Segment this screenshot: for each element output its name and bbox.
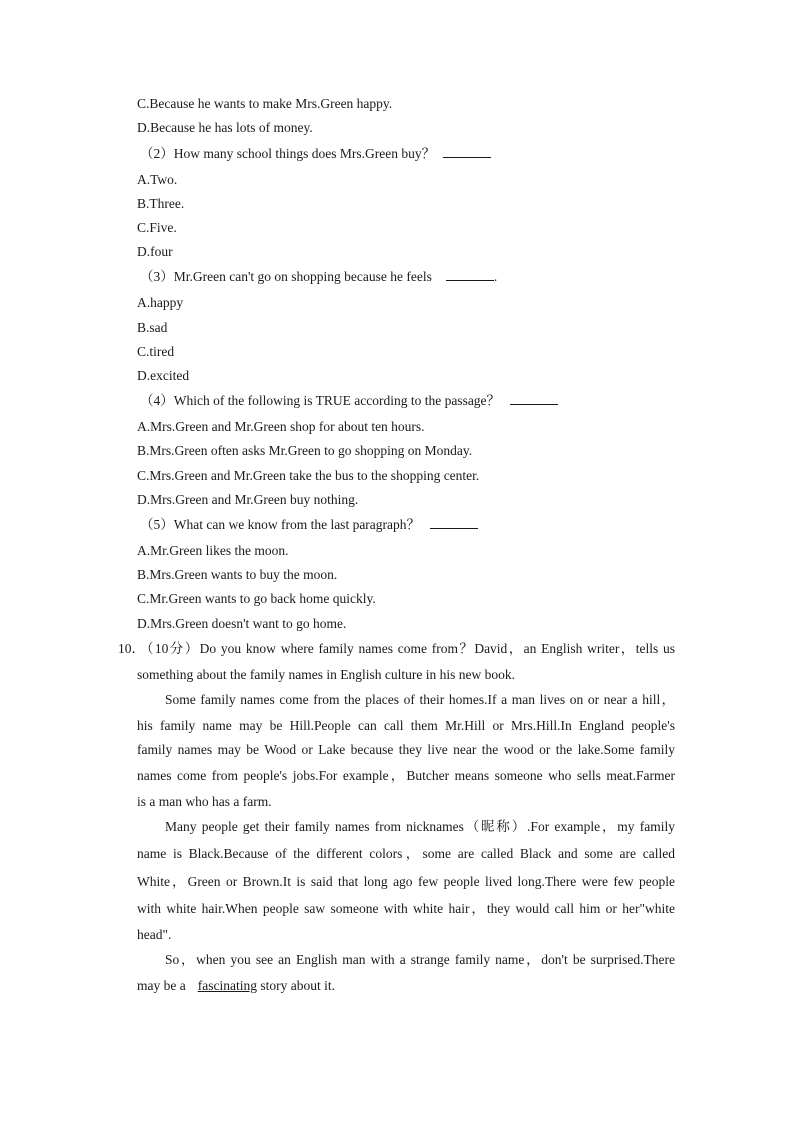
q5-option-b: B.Mrs.Green wants to buy the moon. <box>137 567 338 582</box>
q5-stem-text: （5）What can we know from the last paragraph？ <box>140 517 421 532</box>
para2-line4: with white hair.When people saw someone with white hair，they would call him or her"white <box>137 901 675 916</box>
q2-option-a: A.Two. <box>137 172 178 187</box>
para1-line5: is a man who has a farm. <box>137 794 272 809</box>
q1-option-c: C.Because he wants to make Mrs.Green happy. <box>137 96 393 111</box>
answer-blank <box>446 268 494 281</box>
q2-stem <box>140 145 491 163</box>
para2-line2: name is Black.Because of the different colors，some are called Black and some are called <box>137 846 675 861</box>
q1-option-d: D.Because he has lots of money. <box>137 120 313 135</box>
answer-blank <box>510 392 558 405</box>
q4-option-b: B.Mrs.Green often asks Mr.Green to go shopping on Monday. <box>137 443 473 458</box>
para1-line1: Some family names come from the places of their homes.If a man lives on or near a hill， <box>165 692 675 707</box>
para2-line3: White，Green or Brown.It is said that long ago few people lived long.There were few people <box>137 874 675 889</box>
q4-option-a: A.Mrs.Green and Mr.Green shop for about ten hours. <box>137 419 425 434</box>
q10-number: 10． <box>118 641 145 656</box>
q4-stem <box>140 392 558 410</box>
q3-option-d: D.excited <box>137 368 190 383</box>
underlined-word: fascinating <box>197 978 257 993</box>
q5-option-c: C.Mr.Green wants to go back home quickly. <box>137 591 376 606</box>
q2-option-c: C.Five. <box>137 220 177 235</box>
q2-option-b: B.Three. <box>137 196 185 211</box>
q2-option-d: D.four <box>137 244 173 259</box>
para3-line2-end: story about it. <box>260 978 335 993</box>
answer-blank <box>430 516 478 529</box>
q4-option-d: D.Mrs.Green and Mr.Green buy nothing. <box>137 492 359 507</box>
para1-line4: names come from people's jobs.For example，Butcher means someone who sells meat.Farmer <box>137 768 675 783</box>
para1-line2: his family name may be Hill.People can call them Mr.Hill or Mrs.Hill.In England people's <box>137 718 675 733</box>
q3-option-c: C.tired <box>137 344 175 359</box>
q10-intro-line1: （10分）Do you know where family names come from？David，an English writer，tells us <box>140 641 675 656</box>
answer-blank <box>443 145 491 158</box>
para2-line1: Many people get their family names from nicknames（昵称）.For example，my family <box>165 819 675 834</box>
q10-intro-line2: something about the family names in English culture in his new book. <box>137 667 515 682</box>
q3-option-a: A.happy <box>137 295 184 310</box>
q3-option-b: B.sad <box>137 320 168 335</box>
q3-stem-end: . <box>493 269 498 284</box>
q4-option-c: C.Mrs.Green and Mr.Green take the bus to the shopping center. <box>137 468 480 483</box>
q3-stem-text: （3）Mr.Green can't go on shopping because he feels <box>140 269 432 284</box>
q5-option-d: D.Mrs.Green doesn't want to go home. <box>137 616 347 631</box>
q3-stem <box>140 268 497 286</box>
para1-line3: family names may be Wood or Lake because they live near the wood or the lake.Some family <box>137 742 675 757</box>
q5-stem <box>140 516 478 534</box>
q5-option-a: A.Mr.Green likes the moon. <box>137 543 289 558</box>
para3-line2 <box>137 977 335 995</box>
q4-stem-text: （4）Which of the following is TRUE according to the passage？ <box>140 393 501 408</box>
q2-stem-text: （2）How many school things does Mrs.Green buy？ <box>140 146 436 161</box>
para3-line1: So，when you see an English man with a strange family name，don't be surprised.There <box>165 952 675 967</box>
para2-line5: head". <box>137 927 172 942</box>
para3-line2-start: may be a <box>137 978 186 993</box>
